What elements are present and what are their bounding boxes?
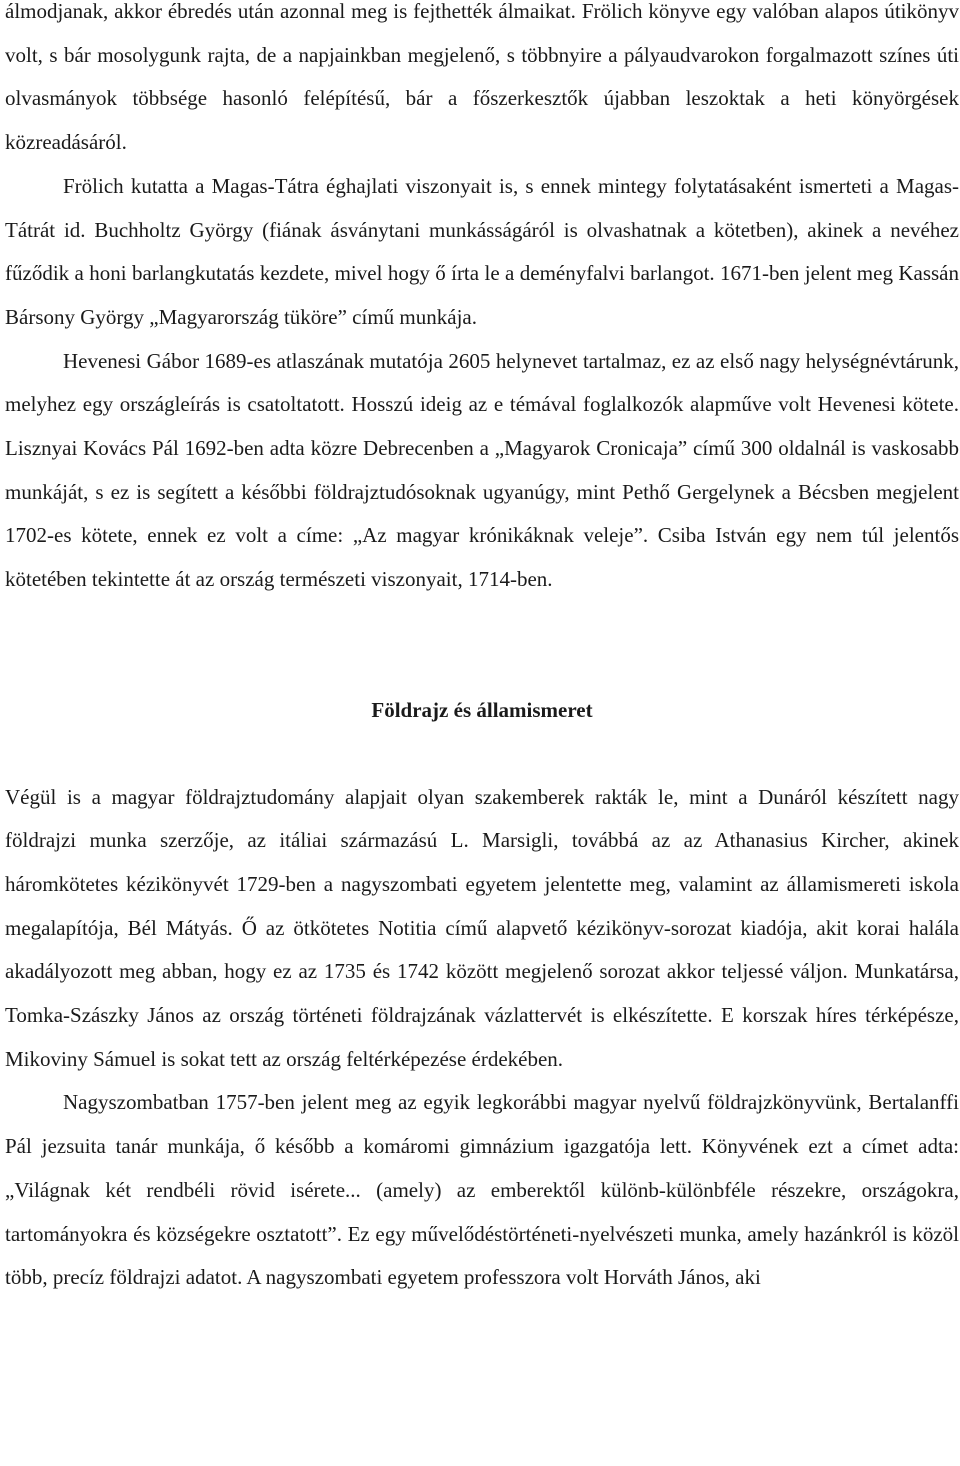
paragraph-nagyszombat: Nagyszombatban 1757-ben jelent meg az egyik legkorábbi magyar nyelvű földrajzkönyvünk, Bertalanffi Pál jezsuita tanár munkája, ő később a komáromi gimnázium igazgatója lett. Könyvének ezt a címet adta: „Világnak két rendbéli rövid isérete... (amely) az emberektől különb-különbféle részekre, országokra, tartományokra és községekre osztatott”. Ez egy művelődéstörténeti-nyelvészeti munka, amely hazánkról is közöl több, precíz földrajzi adatot. A nagyszombati egyetem professzora volt Horváth János, aki — [5, 1090, 959, 1290]
spacer — [5, 733, 959, 776]
paragraph-frolich-tatra: Frölich kutatta a Magas-Tátra éghajlati viszonyait is, s ennek mintegy folytatásaként ismerteti a Magas-Tátrát id. Buchholtz György (fiának ásványtani munkásságáról is olvashatnak a kötetben), akinek a nevéhez fűződik a honi barlangkutatás kezdete, mivel hogy ő írta le a deményfalvi barlangot. 1671-ben jelent meg Kassán Bársony György „Magyarország tüköre” című munkája. — [5, 173, 959, 329]
document-page — [5, 0, 959, 1300]
paragraph-hevenesi: Hevenesi Gábor 1689-es atlaszának mutatója 2605 helynevet tartalmaz, ez az első nagy helységnévtárunk, melyhez egy országleírás is csatoltatott. Hosszú ideig az e témával foglalkozók alapműve volt Hevenesi kötete. Lisznyai Kovács Pál 1692-ben adta közre Debrecenben a „Magyarok Cronicaja” című 300 oldalnál is vaskosabb munkáját, s ez is segített a későbbi földrajztudósoknak ugyanúgy, mint Pethő Gergelynek a Bécsben megjelent 1702-es kötete, ennek ez volt a címe: „Az magyar krónikáknak veleje”. Csiba István egy nem túl jelentős kötetében tekintette át az ország természeti viszonyait, 1714-ben. — [5, 348, 959, 592]
section-heading: Földrajz és államismeret — [371, 697, 593, 722]
paragraph-foundations: Végül is a magyar földrajztudomány alapjait olyan szakemberek rakták le, mint a Dunáról készített nagy földrajzi munka szerzője, az itáliai származású L. Marsigli, továbbá az az Athanasius Kircher, akinek háromkötetes kézikönyvét 1729-ben a nagyszombati egyetem jelentette meg, valamint az államismereti iskola megalapítója, Bél Mátyás. Ő az ötkötetes Notitia című alapvető kézikönyv-sorozat kiadója, akit korai halála akadályozott meg abban, hogy ez az 1735 és 1742 között megjelenő sorozat akkor teljessé váljon. Munkatársa, Tomka-Szászky János az ország történeti földrajzának vázlattervét is elkészítette. E korszak híres térképésze, Mikoviny Sámuel is sokat tett az ország feltérképezése érdekében. — [5, 784, 959, 1071]
spacer — [5, 602, 959, 689]
paragraph-continuation: álmodjanak, akkor ébredés után azonnal meg is fejthették álmaikat. Frölich könyve egy valóban alapos útikönyv volt, s bár mosolygunk rajta, de a napjainkban megjelenő, s többnyire a pályaudvarokon forgalmazott színes úti olvasmányok többsége hasonló felépítésű, bár a főszerkesztők újabban leszoktak a heti könyörgések közreadásáról. — [5, 0, 959, 155]
